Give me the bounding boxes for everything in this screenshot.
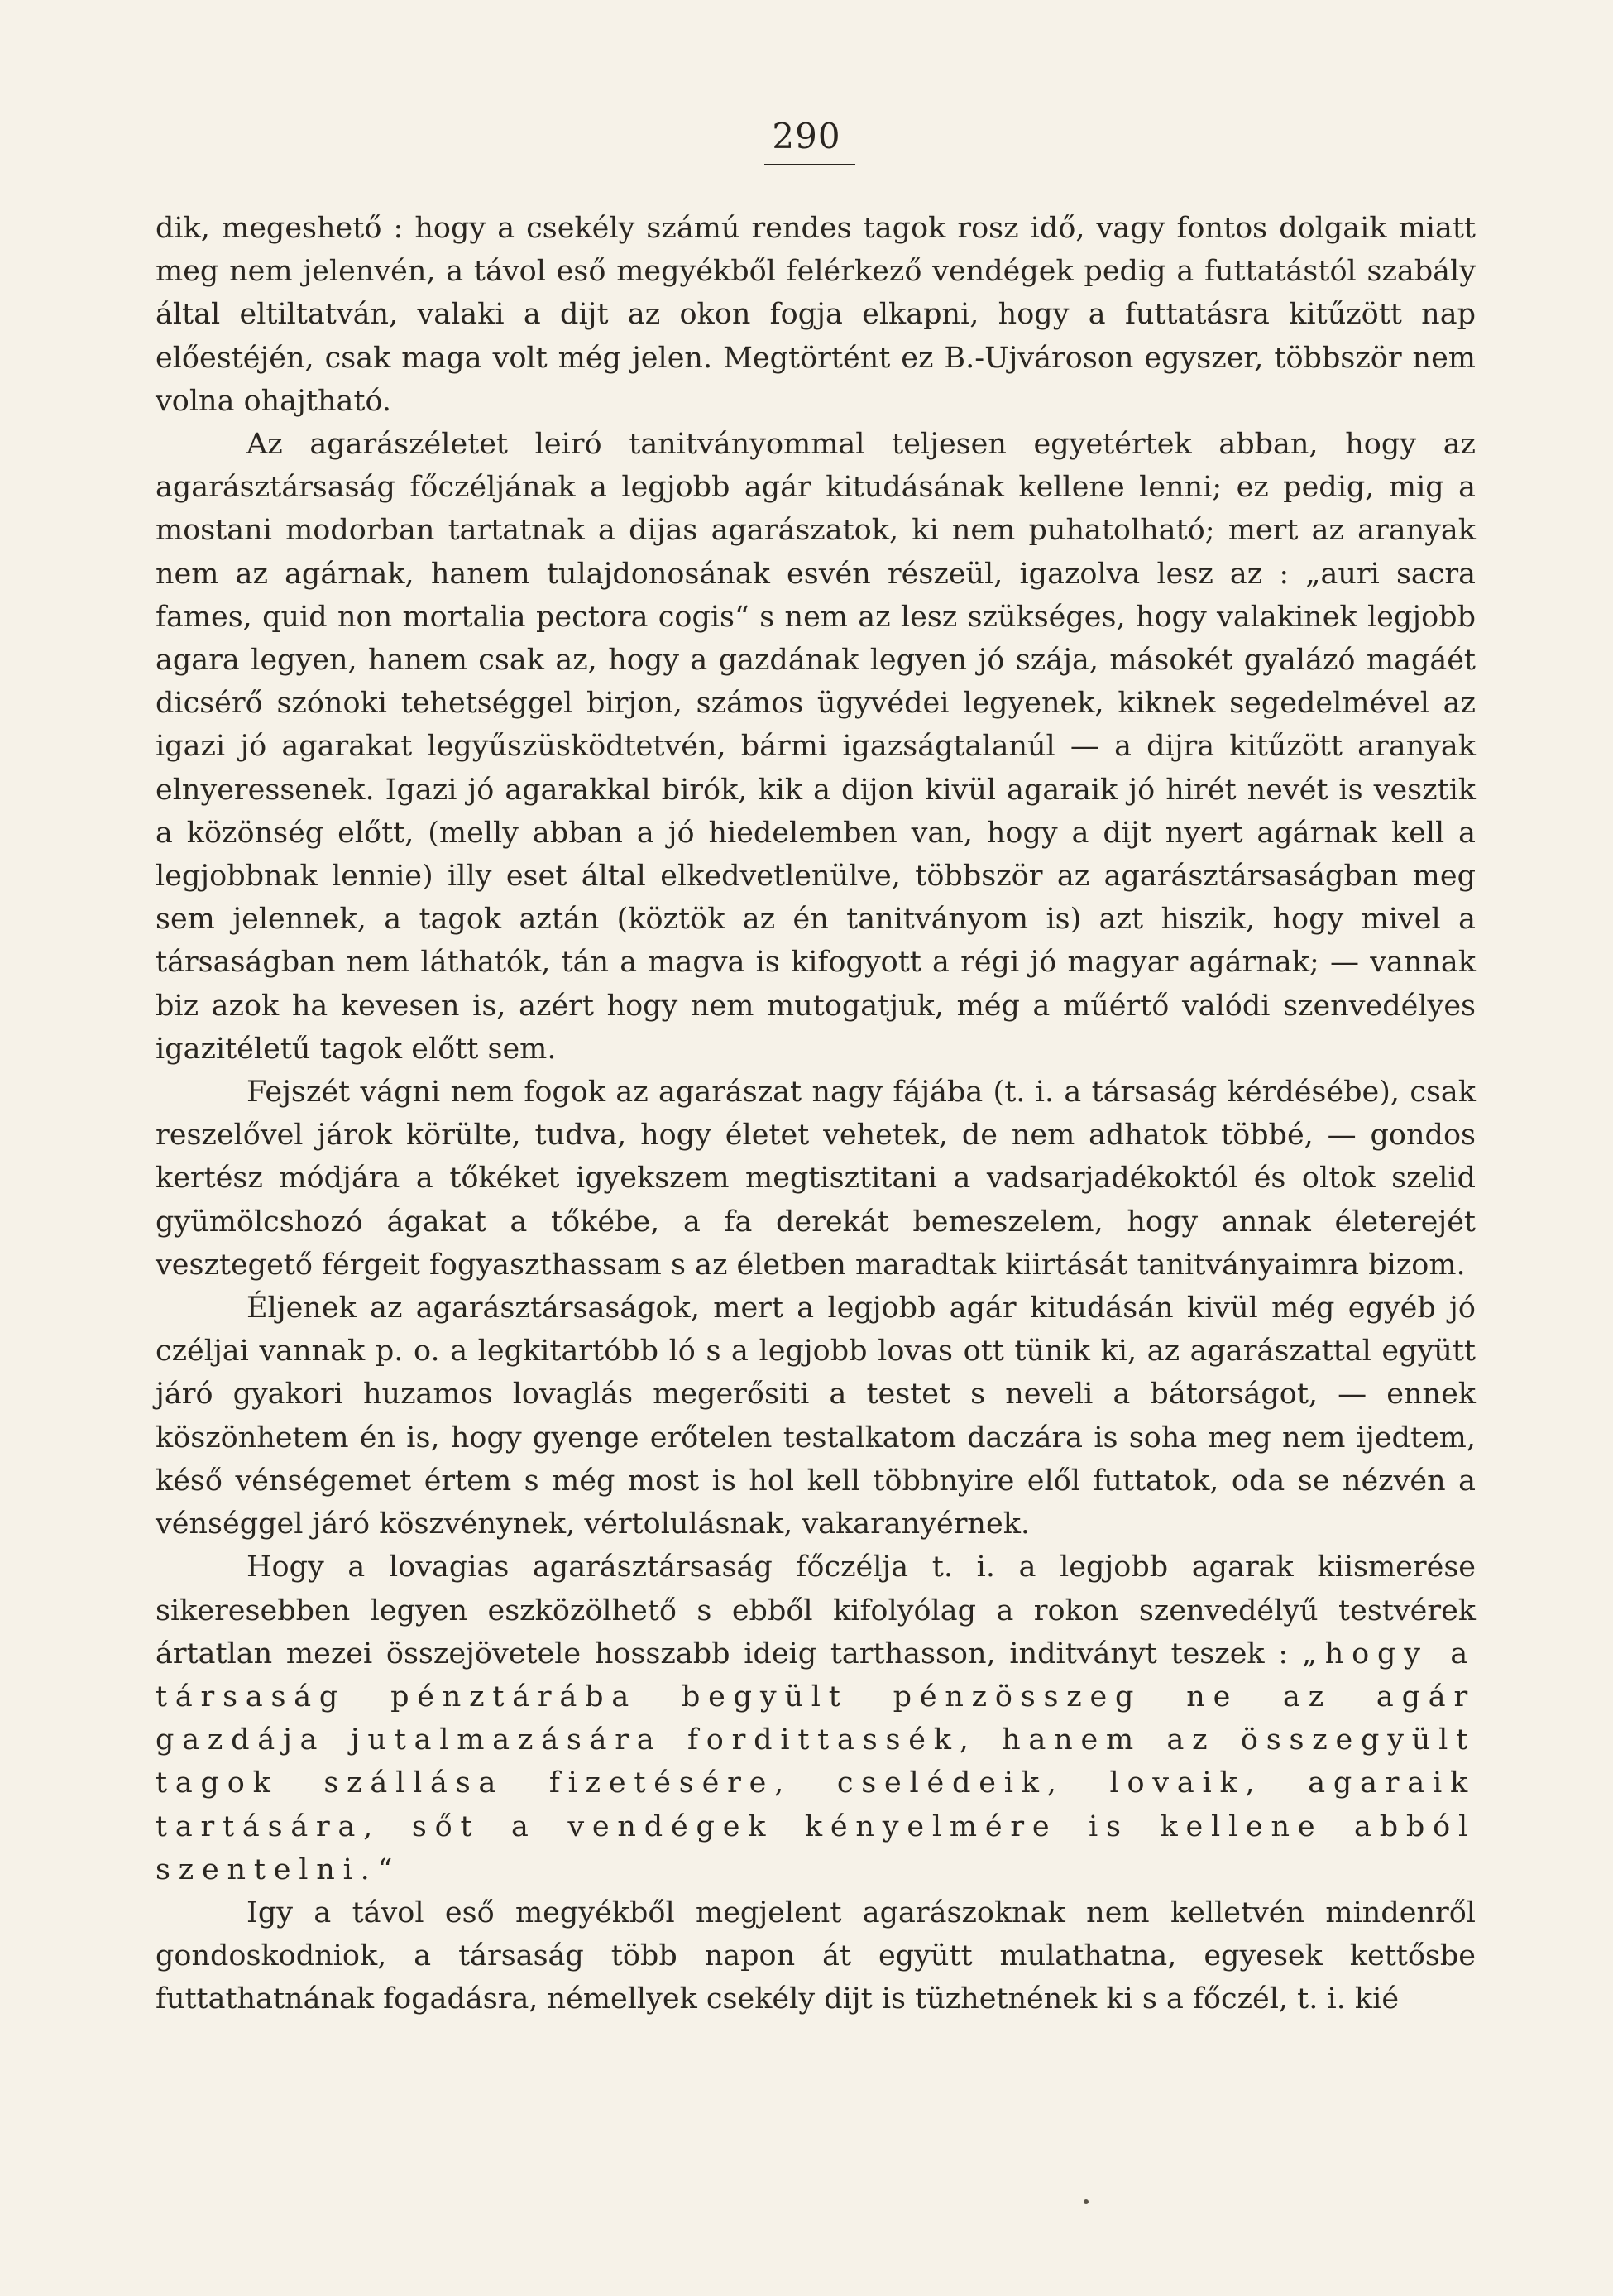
paragraph-1: dik, megeshető : hogy a csekély számú rendes tagok rosz idő, vagy fontos dolgaik miatt meg nem jelenvén, a távol eső megyékből felérkező vendégek pedig a futtatástól szabály által eltiltatván, valaki a dijt az okon fogja elkapni, hogy a futtatásra kitűzött nap előestéjén, csak maga volt még jelen. Megtörtént ez B.-Ujvároson egyszer, többször nem volna ohajtható. <box>156 212 1476 418</box>
paragraph-3: Fejszét vágni nem fogok az agarászat nagy fájába (t. i. a társaság kérdésébe), csak reszelővel járok körülte, tudva, hogy életet vehetek, de nem adhatok többé, — gondos kertész módjára a tőkéket igyekszem megtisztitani a vadsarjadékoktól és oltok szelid gyümölcshozó ágakat a tőkébe, a fa derekát bemeszelem, hogy annak életerejét vesztegető férgeit fogyaszthassam s az életben maradtak kiirtását tanitványaimra bizom. <box>156 1076 1476 1282</box>
paragraph-6: Igy a távol eső megyékből megjelent agarászoknak nem kelletvén mindenről gondoskodniok, a társaság több napon át együtt mulathatna, egyesek kettősbe futtathatnának fogadásra, némellyek csekély dijt is tüzhetnének ki s a főczél, t. i. kié <box>156 1896 1476 2016</box>
paragraph-5-intro: Hogy a lovagias agarásztársaság főczélja t. i. a legjobb agarak kiismerése sikeresebben legyen eszközölhető s ebből kifolyólag a rokon szenvedélyű testvérek ártatlan mezei összejövetele hosszabb ideig tarthasson, inditványt teszek : <box>156 1551 1476 1670</box>
paragraph-4: Éljenek az agarásztársaságok, mert a legjobb agár kitudásán kivül még egyéb jó czéljai vannak p. o. a legkitartóbb ló s a legjobb lovas ott tünik ki, az agarászattal együtt járó gyakori huzamos lovaglás megerősiti a testet s neveli a bátorságot, — ennek köszönhetem én is, hogy gyenge erőtelen testalkatom daczára is soha meg nem ijedtem, késő vénségemet értem s még most is hol kell többnyire elől futtatok, oda se nézvén a vénséggel járó köszvénynek, vértolulásnak, vakaranyérnek. <box>156 1292 1476 1541</box>
paragraph-5 <box>156 1546 1476 1891</box>
page-number-rule <box>764 164 855 165</box>
body-text <box>156 207 1476 2021</box>
paper-speck <box>1084 2199 1089 2204</box>
paragraph-2: Az agarászéletet leiró tanitványommal teljesen egyetértek abban, hogy az agarásztársaság főczéljának a legjobb agár kitudásának kellene lenni; ez pedig, mig a mostani modorban tartatnak a dijas agarászatok, ki nem puhatolható; mert az aranyak nem az agárnak, hanem tulajdonosának esvén részeül, igazolva lesz az : „auri sacra fames, quid non mortalia pectora cogis“ s nem az lesz szükséges, hogy valakinek legjobb agara legyen, hanem csak az, hogy a gazdának legyen jó szája, másokét gyalázó magáét dicsérő szónoki tehetséggel birjon, számos ügyvédei legyenek, kiknek segedelmével az igazi jó agarakat legyűszüsködtetvén, bármi igazságtalanúl — a dijra kitűzött aranyak elnyeressenek. Igazi jó agarakkal birók, kik a dijon kivül agaraik jó hirét nevét is vesztik a közönség előtt, (melly abban a jó hiedelemben van, hogy a dijt nyert agárnak kell a legjobbnak lennie) illy eset által elkedvetlenülve, többször az agarásztársaságban meg sem jelennek, a tagok aztán (köztök az én tanitványom is) azt hiszik, hogy mivel a társaságban nem láthatók, tán a magva is kifogyott a régi jó magyar agárnak; — vannak biz azok ha kevesen is, azért hogy nem mutogatjuk, még a műértő valódi szenvedélyes igazitéletű tagok előtt sem. <box>156 428 1476 1066</box>
page-number: 290 <box>772 116 841 156</box>
paragraph-5-motion: „hogy a társaság pénztárába begyült pénzösszeg ne az agár gazdája jutalmazására fordittassék, hanem az összegyült tagok szállása fizetésére, cselédeik, lovaik, agaraik tartására, sőt a vendégek kényelmére is kellene abból szentelni.“ <box>156 1637 1476 1886</box>
